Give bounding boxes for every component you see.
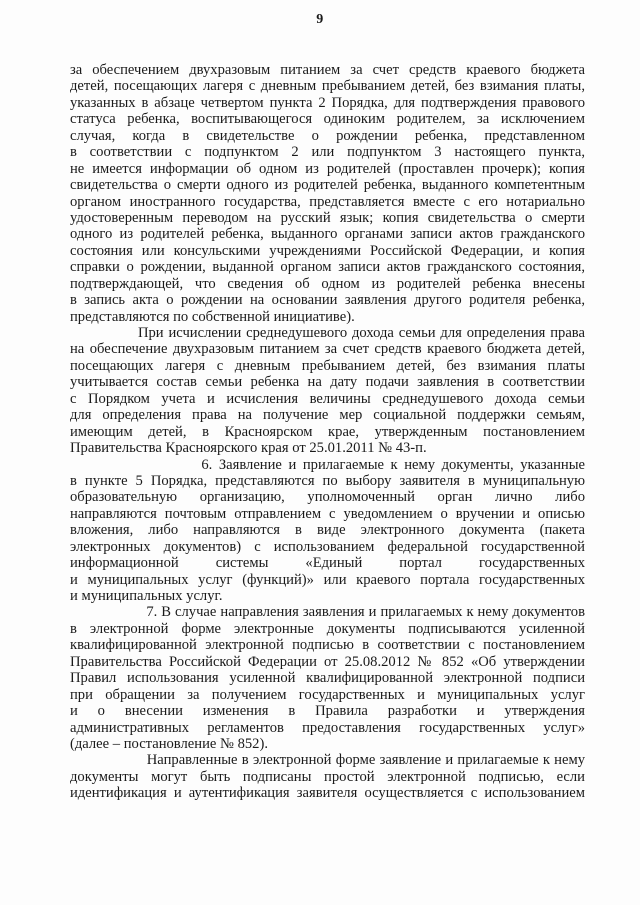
text-line: для определения права на получение мер социальной поддержки семьям, bbox=[70, 407, 585, 424]
page-number: 9 bbox=[316, 12, 324, 27]
text-line: Правил использования усиленной квалифицированной электронной подписи bbox=[70, 670, 585, 687]
text-line: на обеспечение двухразовым питанием за счет средств краевого бюджета детей, bbox=[70, 341, 585, 358]
text-line: органом иностранного государства, представляется вместе с его нотариально bbox=[70, 193, 585, 210]
text-line: (далее – постановление № 852). bbox=[70, 735, 268, 752]
text-line: не имеется информации об одном из родителей (проставлен прочерк); копия bbox=[70, 160, 585, 177]
text-line: в запись акта о рождении на основании заявления другого родителя ребенка, bbox=[70, 292, 585, 309]
text-line: в электронной форме электронные документы подписываются усиленной bbox=[70, 620, 585, 637]
text-line: статуса ребенка, воспитывающегося одиноким родителем, за исключением bbox=[70, 111, 585, 128]
text-line: электронных документов) с использованием федеральной государственной bbox=[70, 538, 585, 555]
text-line: вложения, либо направляются в виде электронного документа (пакета bbox=[70, 522, 585, 539]
text-line: с Порядком учета и исчисления величины среднедушевого дохода семьи bbox=[70, 390, 585, 407]
text-line: при обращении за получением государственных и муниципальных услуг bbox=[70, 686, 585, 703]
text-line: 7. В случае направления заявления и прилагаемых к нему документов bbox=[70, 604, 585, 621]
text-line: образовательную организацию, уполномоченный орган лично либо bbox=[70, 489, 585, 506]
text-line: При исчислении среднедушевого дохода семьи для определения права bbox=[70, 325, 585, 341]
text-line: указанных в абзаце четвертом пункта 2 Порядка, для подтверждения правового bbox=[70, 94, 585, 111]
text-line: справки о рождении, выданной органом записи актов гражданского состояния, bbox=[70, 259, 585, 276]
text-line: 6. Заявление и прилагаемые к нему документы, указанные bbox=[70, 456, 585, 473]
text-line: информационной системы «Единый портал государственных bbox=[70, 555, 585, 572]
text-line: в пункте 5 Порядка, представляются по выбору заявителя в муниципальную bbox=[70, 472, 585, 489]
text-line: случая, когда в свидетельстве о рождении ребенка, представленном bbox=[70, 127, 585, 144]
text-line: в соответствии с подпунктом 2 или подпунктом 3 настоящего пункта, bbox=[70, 144, 585, 161]
text-line: Направленные в электронной форме заявление и прилагаемые к нему bbox=[70, 752, 585, 769]
text-line: свидетельства о смерти одного из родителей ребенка, выданного компетентным bbox=[70, 177, 585, 194]
text-line: и муниципальных услуг. bbox=[70, 588, 223, 604]
document-body bbox=[70, 62, 585, 802]
text-line: одного из родителей ребенка, выданного органами записи актов гражданского bbox=[70, 226, 585, 243]
text-line: подтверждающей, что сведения об одном из родителей ребенка внесены bbox=[70, 275, 585, 292]
text-line: за обеспечением двухразовым питанием за счет средств краевого бюджета bbox=[70, 62, 585, 78]
text-line: представляются по собственной инициативе). bbox=[70, 308, 355, 325]
text-line: Правительства Красноярского края от 25.01.2011 № 43-п. bbox=[70, 440, 427, 457]
text-line: административных регламентов предоставления государственных услуг» bbox=[70, 719, 585, 736]
text-line: состояния или консульскими учреждениями Российской Федерации, и копия bbox=[70, 242, 585, 259]
text-line: направляются почтовым отправлением с уведомлением о вручении и описью bbox=[70, 505, 585, 522]
text-line: идентификация и аутентификация заявителя осуществляется с использованием bbox=[70, 785, 585, 802]
text-line: посещающих лагеря с дневным пребыванием детей, без взимания платы bbox=[70, 357, 585, 374]
text-line: документы могут быть подписаны простой электронной подписью, если bbox=[70, 768, 585, 785]
text-line: квалифицированной электронной подписью в соответствии с постановлением bbox=[70, 637, 585, 654]
text-line: Правительства Российской Федерации от 25.08.2012 № 852 «Об утверждении bbox=[70, 653, 585, 670]
text-line: имеющим детей, в Красноярском крае, утвержденным постановлением bbox=[70, 423, 585, 440]
text-line: и о внесении изменения в Правила разработки и утверждения bbox=[70, 703, 585, 720]
text-line: детей, посещающих лагеря с дневным пребыванием детей, без взимания платы, bbox=[70, 78, 585, 95]
text-line: и муниципальных услуг (функций)» или краевого портала государственных bbox=[70, 571, 585, 588]
text-line: учитывается состав семьи ребенка на дату подачи заявления в соответствии bbox=[70, 374, 585, 391]
text-line: удостоверенным переводом на русский язык; копия свидетельства о смерти bbox=[70, 209, 585, 226]
